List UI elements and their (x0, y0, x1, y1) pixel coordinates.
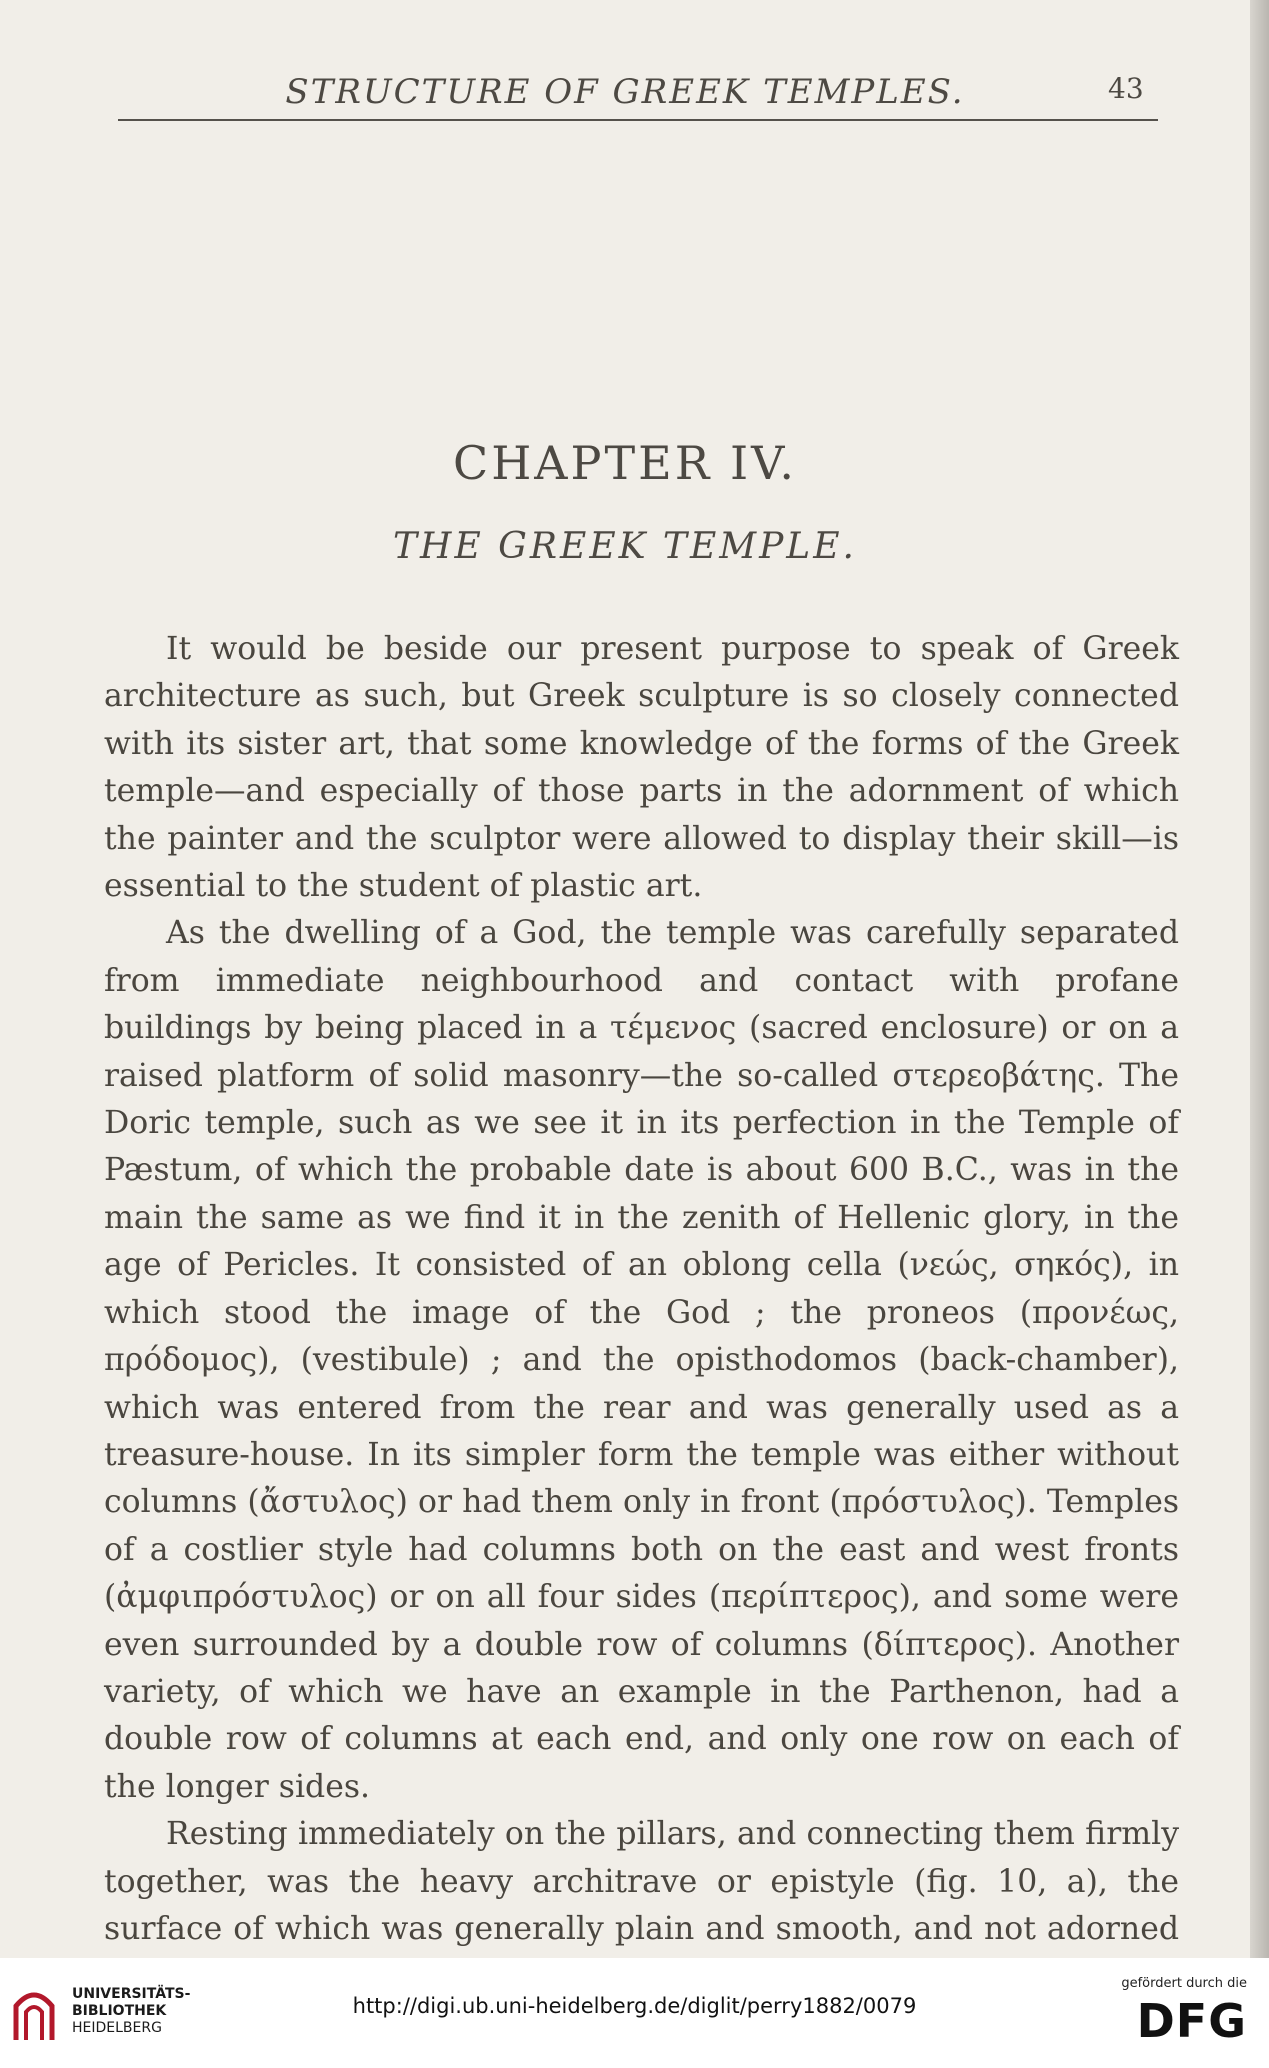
page-gutter (1250, 0, 1269, 1960)
running-title: STRUCTURE OF GREEK TEMPLES. (285, 72, 965, 112)
header-rule (118, 119, 1158, 121)
chapter-title: THE GREEK TEMPLE. (393, 526, 857, 567)
library-name-line1: UNIVERSITÄTS- (72, 1986, 191, 2002)
page-number: 43 (1108, 72, 1144, 105)
funder-label: gefördert durch die (1121, 1976, 1247, 1991)
paragraph-1: It would be beside our present purpose to speak of Greek architecture as such, but Greek sculpture is so closely connected with its sister art, that some knowledge of the forms of the Greek temple—and especially of those parts in the adornment of which the painter and the sculptor were allowed to display their skill—is essential to the student of plastic art. (104, 631, 1179, 905)
body-text (104, 626, 1179, 1958)
chapter-number: CHAPTER IV. (453, 436, 797, 490)
paragraph-3: Resting immediately on the pillars, and connecting them firmly together, was the heavy architrave or epistyle (fig. 10, a), the surface of which was generally plain and smooth, and not adorned (104, 1816, 1179, 1947)
footer (0, 1958, 1269, 2068)
source-url-link[interactable]: http://digi.ub.uni-heidelberg.de/diglit/perry1882/0079 (352, 1994, 917, 2018)
library-name-line2: BIBLIOTHEK (72, 2003, 167, 2019)
dfg-logo: DFG (1136, 1994, 1247, 2048)
paragraph-2: As the dwelling of a God, the temple was carefully separated from immediate neighbourhood and contact with profane buildings by being placed in a τέμενος (sacred enclosure) or on a raised platform of solid masonry—the so-called στερεοβάτης. The Doric temple, such as we see it in its perfection in the Temple of Pæstum, of which the probable date is about 600 B.C., was in the main the same as we find it in the zenith of Hellenic glory, in the age of Pericles. It consisted of an oblong cella (νεώς, σηκός), in which stood the image of the God ; the proneos (προνέως, πρόδομος), (vestibule) ; and the opisthodomos (back-chamber), which was entered from the rear and was generally used as a treasure-house. In its simpler form the temple was either without columns (ἄστυλος) or had them only in front (πρόστυλος). Temples of a costlier style had columns both on the east and west fronts (ἀμφιπρόστυλος) or on all four sides (περίπτερος), and some were even surrounded by a double row of columns (δίπτερος). Another variety, of which we have an example in the Parthenon, had a double row of columns at each end, and only one row on each of the longer sides. (104, 915, 1179, 1805)
library-name-line3: HEIDELBERG (72, 2020, 162, 2036)
